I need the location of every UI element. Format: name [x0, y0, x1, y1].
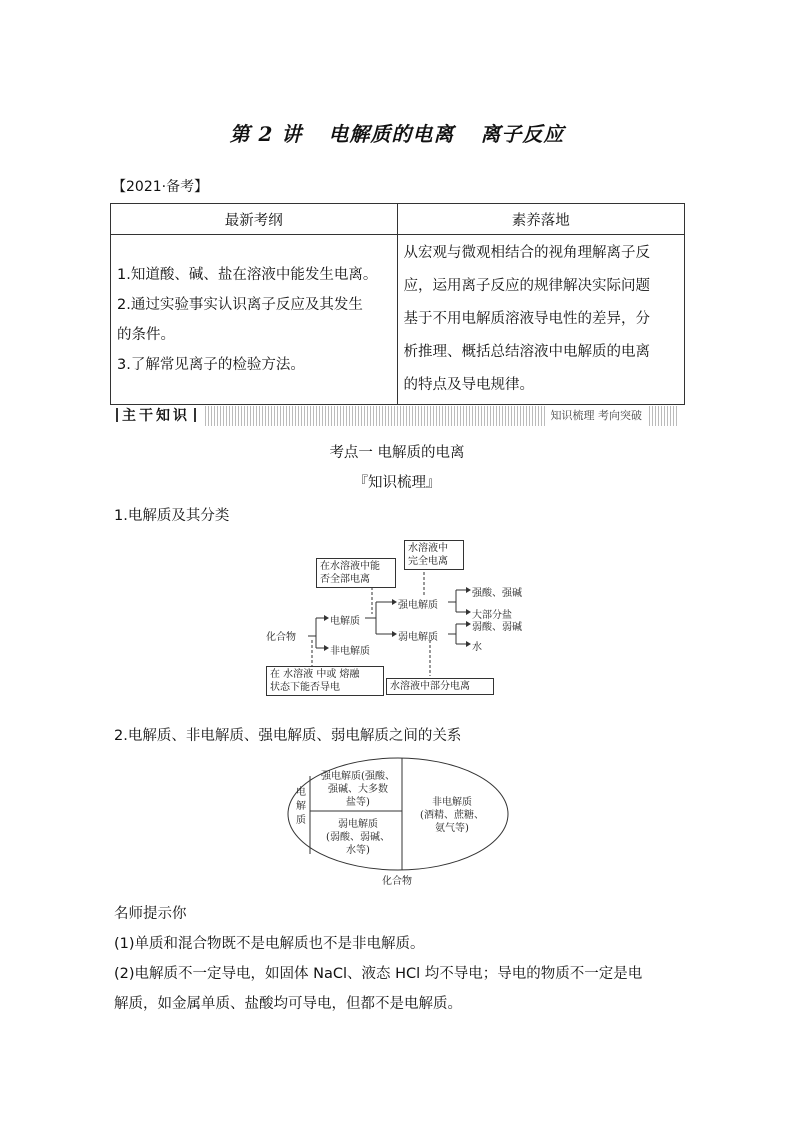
electrolyte-char: 电	[296, 787, 306, 798]
syllabus-line: 3.了解常见离子的检验方法。	[117, 356, 305, 373]
non-region	[408, 796, 496, 835]
strong-line: 强碱、大多数	[328, 784, 388, 795]
diagram-strong-item: 大部分盐	[472, 610, 512, 621]
syllabus-line: 的条件。	[117, 326, 175, 343]
criterion-line: 否全部电离	[320, 574, 370, 585]
full-line: 完全电离	[408, 556, 448, 567]
syllabus-table	[110, 203, 685, 405]
literacy-line: 的特点及导电规律。	[403, 377, 534, 393]
electrolyte-char: 质	[296, 815, 306, 826]
diagram-nonelectrolyte: 非电解质	[330, 646, 370, 657]
diagram-weak-item: 弱酸、弱碱	[472, 622, 522, 633]
lesson-number: 第 2 讲	[229, 122, 303, 146]
lesson-topic-2: 离子反应	[480, 122, 565, 146]
diagram-strong-item: 强酸、强碱	[472, 588, 522, 599]
page-title	[0, 118, 794, 147]
literacy-line: 从宏观与微观相结合的视角理解离子反	[403, 245, 650, 261]
weak-region	[316, 818, 400, 857]
diagram-electrolyte: 电解质	[330, 616, 360, 627]
section-subtitle: 『知识梳理』	[353, 475, 441, 491]
table-header-syllabus: 最新考纲	[111, 204, 398, 235]
table-header-literacy: 素养落地	[397, 204, 685, 235]
banner-label-text: 主干知识	[122, 408, 190, 424]
classification-diagram	[262, 536, 532, 702]
banner-label	[112, 406, 204, 426]
banner-bar	[194, 408, 196, 422]
tip-2b: 解质，如金属单质、盐酸均可导电，但都不是电解质。	[114, 996, 462, 1012]
literacy-line: 基于不用电解质溶液导电性的差异，分	[403, 311, 650, 327]
weak-line: (弱酸、弱碱、	[326, 832, 390, 843]
diagram-full-box	[404, 540, 464, 570]
diagram-weak: 弱电解质	[398, 632, 438, 643]
section-title: 考点一 电解质的电离	[329, 445, 465, 461]
tip-2a: (2)电解质不一定导电，如固体 NaCl、液态 HCl 均不导电；导电的物质不一定是电	[114, 966, 643, 982]
criterion-line: 在水溶液中能	[320, 561, 380, 572]
banner-right: 知识梳理 考向突破	[545, 406, 649, 426]
literacy-line: 析推理、概括总结溶液中电解质的电离	[403, 344, 650, 360]
full-line: 水溶液中	[408, 543, 448, 554]
diagram-weak-item: 水	[472, 642, 482, 653]
non-line: 非电解质	[432, 797, 472, 808]
diagram-partial-box: 水溶液中部分电离	[386, 678, 494, 695]
weak-line: 弱电解质	[338, 819, 378, 830]
lesson-topic-1: 电解质的电离	[328, 122, 455, 146]
non-line: (酒精、蔗糖、	[420, 810, 484, 821]
item2-heading: 2.电解质、非电解质、强电解质、弱电解质之间的关系	[114, 728, 462, 744]
strong-line: 盐等)	[346, 797, 370, 808]
literacy-cell	[397, 235, 685, 405]
conduct-line: 在 水溶液 中或 熔融	[270, 669, 360, 680]
conduct-line: 状态下能否导电	[270, 682, 340, 693]
weak-line: 水等)	[346, 845, 370, 856]
tips-heading: 名师提示你	[114, 906, 187, 922]
syllabus-line: 1.知道酸、碱、盐在溶液中能发生电离。	[117, 266, 378, 283]
diagram-strong: 强电解质	[398, 600, 438, 611]
electrolyte-vertical	[296, 786, 306, 828]
literacy-line: 应，运用离子反应的规律解决实际问题	[403, 278, 650, 294]
banner-bar	[116, 408, 118, 422]
diagram-compound: 化合物	[266, 632, 296, 643]
electrolyte-char: 解	[296, 801, 306, 812]
diagram-criterion-box	[316, 558, 396, 588]
section-banner	[112, 406, 678, 426]
strong-region	[316, 770, 400, 809]
diagram2-compound: 化合物	[382, 876, 412, 887]
relationship-diagram	[286, 756, 510, 886]
syllabus-line: 2.通过实验事实认识离子反应及其发生	[117, 296, 363, 313]
non-line: 氨气等)	[435, 823, 469, 834]
syllabus-cell	[111, 235, 398, 405]
item1-heading: 1.电解质及其分类	[114, 508, 230, 524]
strong-line: 强电解质(强酸、	[321, 771, 395, 782]
diagram-conduct-box	[266, 666, 384, 696]
tip-1: (1)单质和混合物既不是电解质也不是非电解质。	[114, 936, 425, 952]
exam-tag: 【2021·备考】	[112, 179, 209, 195]
